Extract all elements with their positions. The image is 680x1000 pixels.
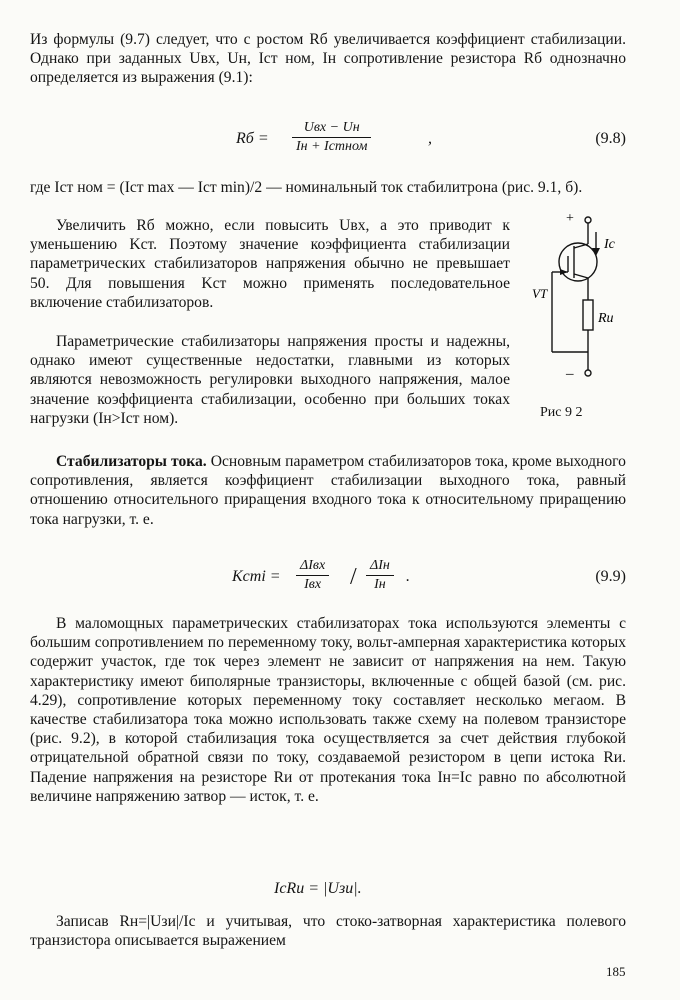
- equation-9-8-denominator: Iн + Iстном: [296, 139, 368, 154]
- equation-9-8-comma: ,: [428, 130, 432, 147]
- circuit-diagram: [530, 212, 640, 412]
- section-heading: Стабилизаторы тока.: [56, 453, 207, 470]
- equation-9-9-denominator-1: Iвх: [304, 577, 322, 592]
- equation-9-8-label: (9.8): [595, 130, 626, 147]
- page-number: 185: [606, 964, 626, 979]
- fet-source-lead: [574, 274, 588, 278]
- minus-label: –: [566, 366, 574, 382]
- equation-9-9-slash: /: [350, 564, 357, 590]
- equation-9-8-lhs: Rб =: [236, 130, 269, 147]
- equation-9-9-fraction-1: [296, 558, 329, 593]
- figure-9-2: [530, 212, 640, 422]
- equation-9-9-fraction-2: [366, 558, 394, 593]
- plus-label: +: [566, 212, 574, 226]
- paragraph-intro: Из формулы (9.7) следует, что с ростом Rб увеличивается коэффициент стабилизации. Однако при заданных Uвх, Uн, Iст ном, Iн сопротивление резистора Rб однозначно определяется из выражения (9.1):: [30, 31, 626, 87]
- paragraph-low-power: В маломощных параметрических стабилизаторах тока используются элементы с большим сопротивлением по переменному току, вольт-амперная характеристика которых содержит участок, где ток через элемент не зависит от напряжения на нем. Такую характеристику имеют биполярные транзисторы, включенные с общей базой (см. рис. 4.29), сопротивление которых переменному току составляет несколько мегаом. В качестве стабилизатора тока можно использовать также схему на полевом транзисторе (рис. 9.2), в которой стабилизация тока осуществляется за счет действия глубокой отрицательной обратной связи по току, создаваемой резистором в цепи истока Rи. Падение напряжения на резисторе Rи от протекания тока Iн=Iс равно по абсолютной величине напряжению затвор — исток, т. е.: [30, 615, 626, 805]
- paragraph-parametric: Параметрические стабилизаторы напряжения просты и надежны, однако имеют существенные недостатки, главными из которых являются невозможность регулировки выходного напряжения, малое значение коэффициента стабилизации, особенно при больших токах нагрузки (Iн>Iст ном).: [30, 333, 510, 427]
- equation-9-9-numerator-1: ΔIвх: [296, 558, 329, 576]
- equation-9-8: [30, 120, 626, 166]
- paragraph-where: где Iст ном = (Iст max — Iст min)/2 — номинальный ток стабилитрона (рис. 9.1, б).: [30, 179, 583, 196]
- minus-terminal: [585, 370, 591, 376]
- equation-9-9-label: (9.9): [595, 568, 626, 585]
- source-resistor: [583, 300, 593, 330]
- figure-caption: Рис 9 2: [540, 405, 583, 420]
- paragraph-current-stabilizers: [30, 452, 626, 529]
- paragraph-writing: Записав Rн=|Uзи|/Iс и учитывая, что стоко-затворная характеристика полевого транзистора описывается выражением: [30, 913, 626, 950]
- equation-9-9: [30, 558, 626, 604]
- plus-terminal: [585, 217, 591, 223]
- equation-9-8-numerator: Uвх − Uн: [292, 120, 371, 138]
- equation-inline: [30, 880, 626, 904]
- paragraph-increase: Увеличить Rб можно, если повысить Uвх, а это приводит к уменьшению Kст. Поэтому значение коэффициента стабилизации параметрических стабилизаторов напряжения обычно не превышает 50. Для повышения Kст можно применять последовательное включение стабилизаторов.: [30, 217, 510, 311]
- resistor-label: Rи: [598, 311, 614, 326]
- current-label: Iс: [604, 237, 615, 252]
- equation-9-9-period: .: [406, 568, 410, 585]
- paragraph-current-stabilizers-text: Основным параметром стабилизаторов тока, кроме выходного сопротивления, является коэффициент стабилизации выходного тока, равный отношению относительного приращения входного тока к относительному приращению тока нагрузки, т. е.: [30, 453, 626, 528]
- equation-9-9-numerator-2: ΔIн: [366, 558, 394, 576]
- current-arrow-head: [592, 248, 600, 256]
- fet-drain-lead: [574, 244, 588, 248]
- equation-9-9-lhs: Kстi =: [232, 568, 281, 585]
- equation-inline-text: IсRи = |Uзи|.: [274, 880, 362, 897]
- equation-9-9-denominator-2: Iн: [374, 577, 386, 592]
- equation-9-8-fraction: [292, 120, 371, 155]
- transistor-label: VT: [532, 286, 548, 301]
